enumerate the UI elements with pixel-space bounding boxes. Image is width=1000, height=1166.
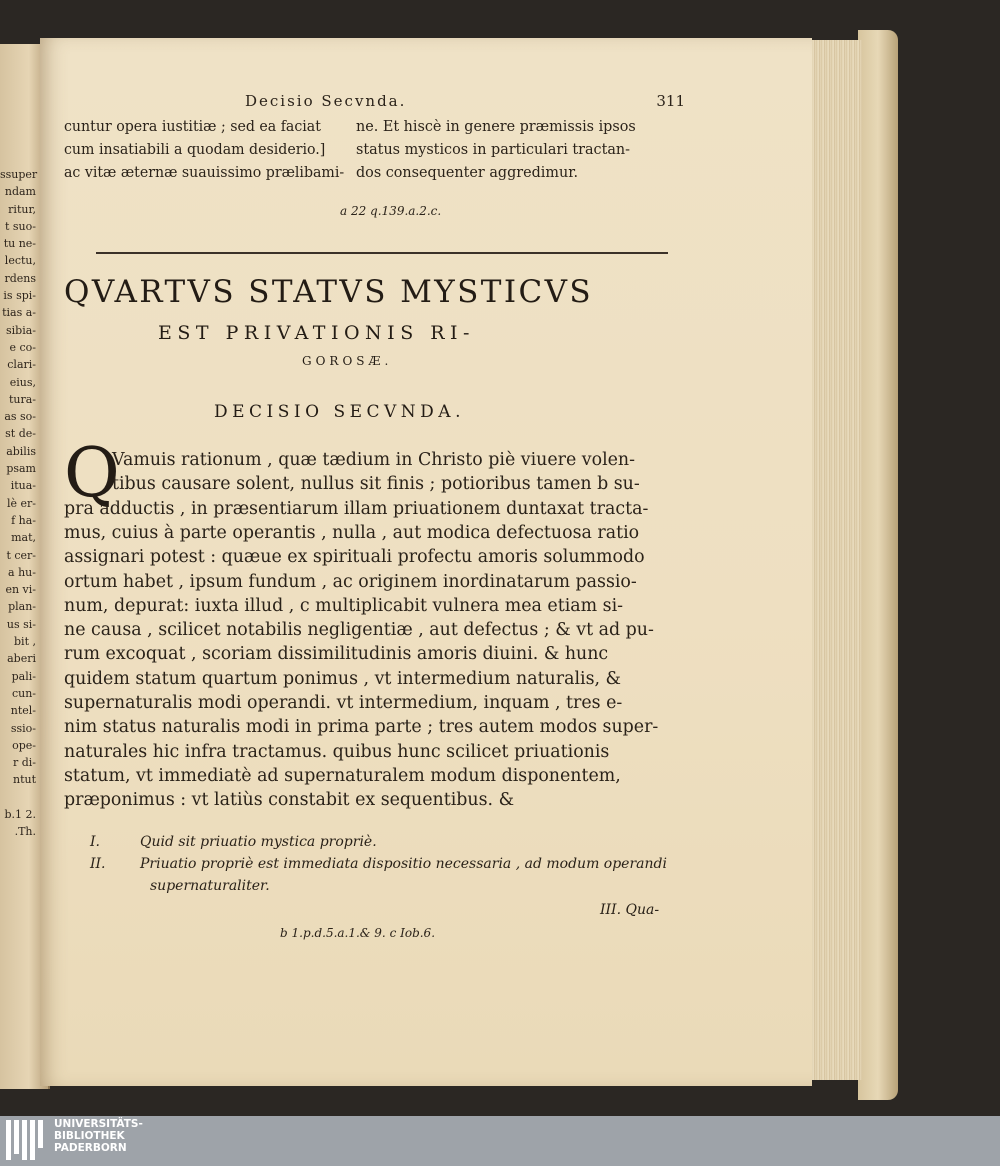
library-footer [0,1116,1000,1166]
page-edges [808,40,862,1080]
top-left-column [64,116,351,185]
top-left-line: cum insatiabili a quodam desiderio.] [64,142,326,158]
margin-fragment: ntel- [10,704,36,718]
left-page-fragments [0,166,36,841]
margin-fragment: en vi- [5,583,36,597]
margin-fragment: psam [6,462,36,476]
body-line: rum excoquat , scoriam dissimilitudinis amoris diuini. & hunc [64,644,609,665]
top-left-line: cuntur opera iustitiæ ; sed ea faciat [64,119,321,135]
section-heading: DECISIO SECVNDA. [214,402,465,422]
drop-cap: Q [64,434,120,513]
body-line: ortum habet , ipsum fundum , ac originem inordinatarum passio- [64,571,637,592]
margin-fragment: a hu- [8,565,36,579]
library-name-line: UNIVERSITÄTS- [54,1118,143,1130]
top-right-line: status mysticos in particulari tractan- [356,142,631,158]
body-line: supernaturalis modi operandi. vt intermedium, inquam , tres e- [64,693,623,713]
margin-fragment: pali- [11,669,36,683]
library-name [54,1118,143,1154]
top-left-line: ac vitæ æternæ suauissimo prælibami- [64,165,345,181]
margin-fragment: abilis [6,444,36,458]
margin-fragment: mat, [11,531,36,545]
margin-fragment: us si- [6,617,36,631]
margin-fragment: r di- [12,756,36,770]
body-line: nim status naturalis modi in prima parte ; tres autem modos super- [64,717,659,738]
margin-fragment: f ha- [11,513,36,527]
horizontal-rule [96,252,668,254]
body-line: præponimus : vt latiùs constabit ex sequentibus. & [64,790,515,811]
margin-fragment: t suo- [5,219,36,233]
list-item-text: Quid sit priuatio mystica propriè. [140,834,377,850]
chapter-subtitle: EST PRIVATIONIS RI- [158,322,475,344]
page-number: 311 [656,92,685,110]
margin-fragment: cun- [11,686,36,700]
body-line: statum, vt immediatè ad supernaturalem modum disponentem, [64,765,621,786]
margin-fragment: t cer- [6,548,36,562]
list-number: I. [90,834,100,850]
top-right-column [356,116,639,185]
margin-fragment: aberi [7,652,36,666]
chapter-title: QVARTVS STATVS MYSTICVS [64,274,594,310]
library-logo-icon [6,1120,46,1160]
list-number: II. [90,856,106,872]
margin-fragment: is spi- [3,289,36,303]
margin-fragment: e co- [9,340,36,354]
margin-fragment: tura- [8,392,36,406]
body-line: Vamuis rationum , quæ tædium in Christo piè viuere volen- [112,450,636,470]
margin-fragment: b.1 2. [4,807,36,821]
margin-fragment: ntut [12,773,36,787]
top-right-line: dos consequenter aggredimur. [356,165,579,181]
footnote-a: a 22 q.139.a.2.c. [340,204,442,218]
margin-fragment [0,789,36,806]
margin-fragment: ndam [4,185,36,199]
list-item-text: Priuatio propriè est immediata dispositio necessaria , ad modum operandi [140,856,667,872]
margin-fragment: ssuper [0,168,38,181]
body-line: num, depurat: iuxta illud , c multiplicabit vulnera mea etiam si- [64,595,624,616]
library-name-line: BIBLIOTHEK [54,1130,125,1142]
body-line: mus, cuius à parte operantis , nulla , aut modica defectuosa ratio [64,522,640,543]
body-line: assignari potest : quæue ex spirituali profectu amoris solummodo [64,547,645,568]
margin-fragment: sibia- [6,323,36,337]
list-item-text: supernaturaliter. [150,878,270,894]
margin-fragment: ritur, [8,202,36,216]
margin-fragment: ope- [12,738,36,752]
book-cover [858,30,898,1100]
margin-fragment: as so- [4,410,36,424]
margin-fragment: tu ne- [3,237,36,251]
margin-fragment: bit , [14,635,36,649]
body-line: ne causa , scilicet notabilis negligentiæ , aut defectus ; & vt ad pu- [64,620,654,641]
catchword: III. Qua- [600,902,660,918]
running-head-title: Decisio Secvnda. [245,92,407,110]
margin-fragment: lectu, [4,254,36,268]
margin-fragment: eius, [9,375,36,389]
margin-fragment: ssio- [10,721,36,735]
margin-fragment: plan- [8,600,36,614]
body-line: quidem statum quartum ponimus , vt intermedium naturalis, & [64,668,622,689]
margin-fragment: .Th. [14,825,36,839]
body-line: tibus causare solent, nullus sit finis ; potioribus tamen b su- [112,474,640,495]
footnotes: b 1.p.d.5.a.1.& 9. c Iob.6. [280,926,436,940]
margin-fragment: lè er- [6,496,36,510]
top-right-line: ne. Et hiscè in genere præmissis ipsos [356,119,636,135]
margin-fragment: tias a- [2,306,36,320]
margin-fragment: itua- [10,479,36,493]
chapter-subtitle-end: GOROSÆ. [302,354,393,368]
margin-fragment: clari- [7,358,36,372]
body-line: naturales hic infra tractamus. quibus hunc scilicet priuationis [64,741,610,762]
margin-fragment: st de- [5,427,36,441]
margin-fragment: rdens [4,271,36,285]
library-name-line: PADERBORN [54,1142,127,1154]
body-line: pra adductis , in præsentiarum illam priuationem duntaxat tracta- [64,498,649,519]
